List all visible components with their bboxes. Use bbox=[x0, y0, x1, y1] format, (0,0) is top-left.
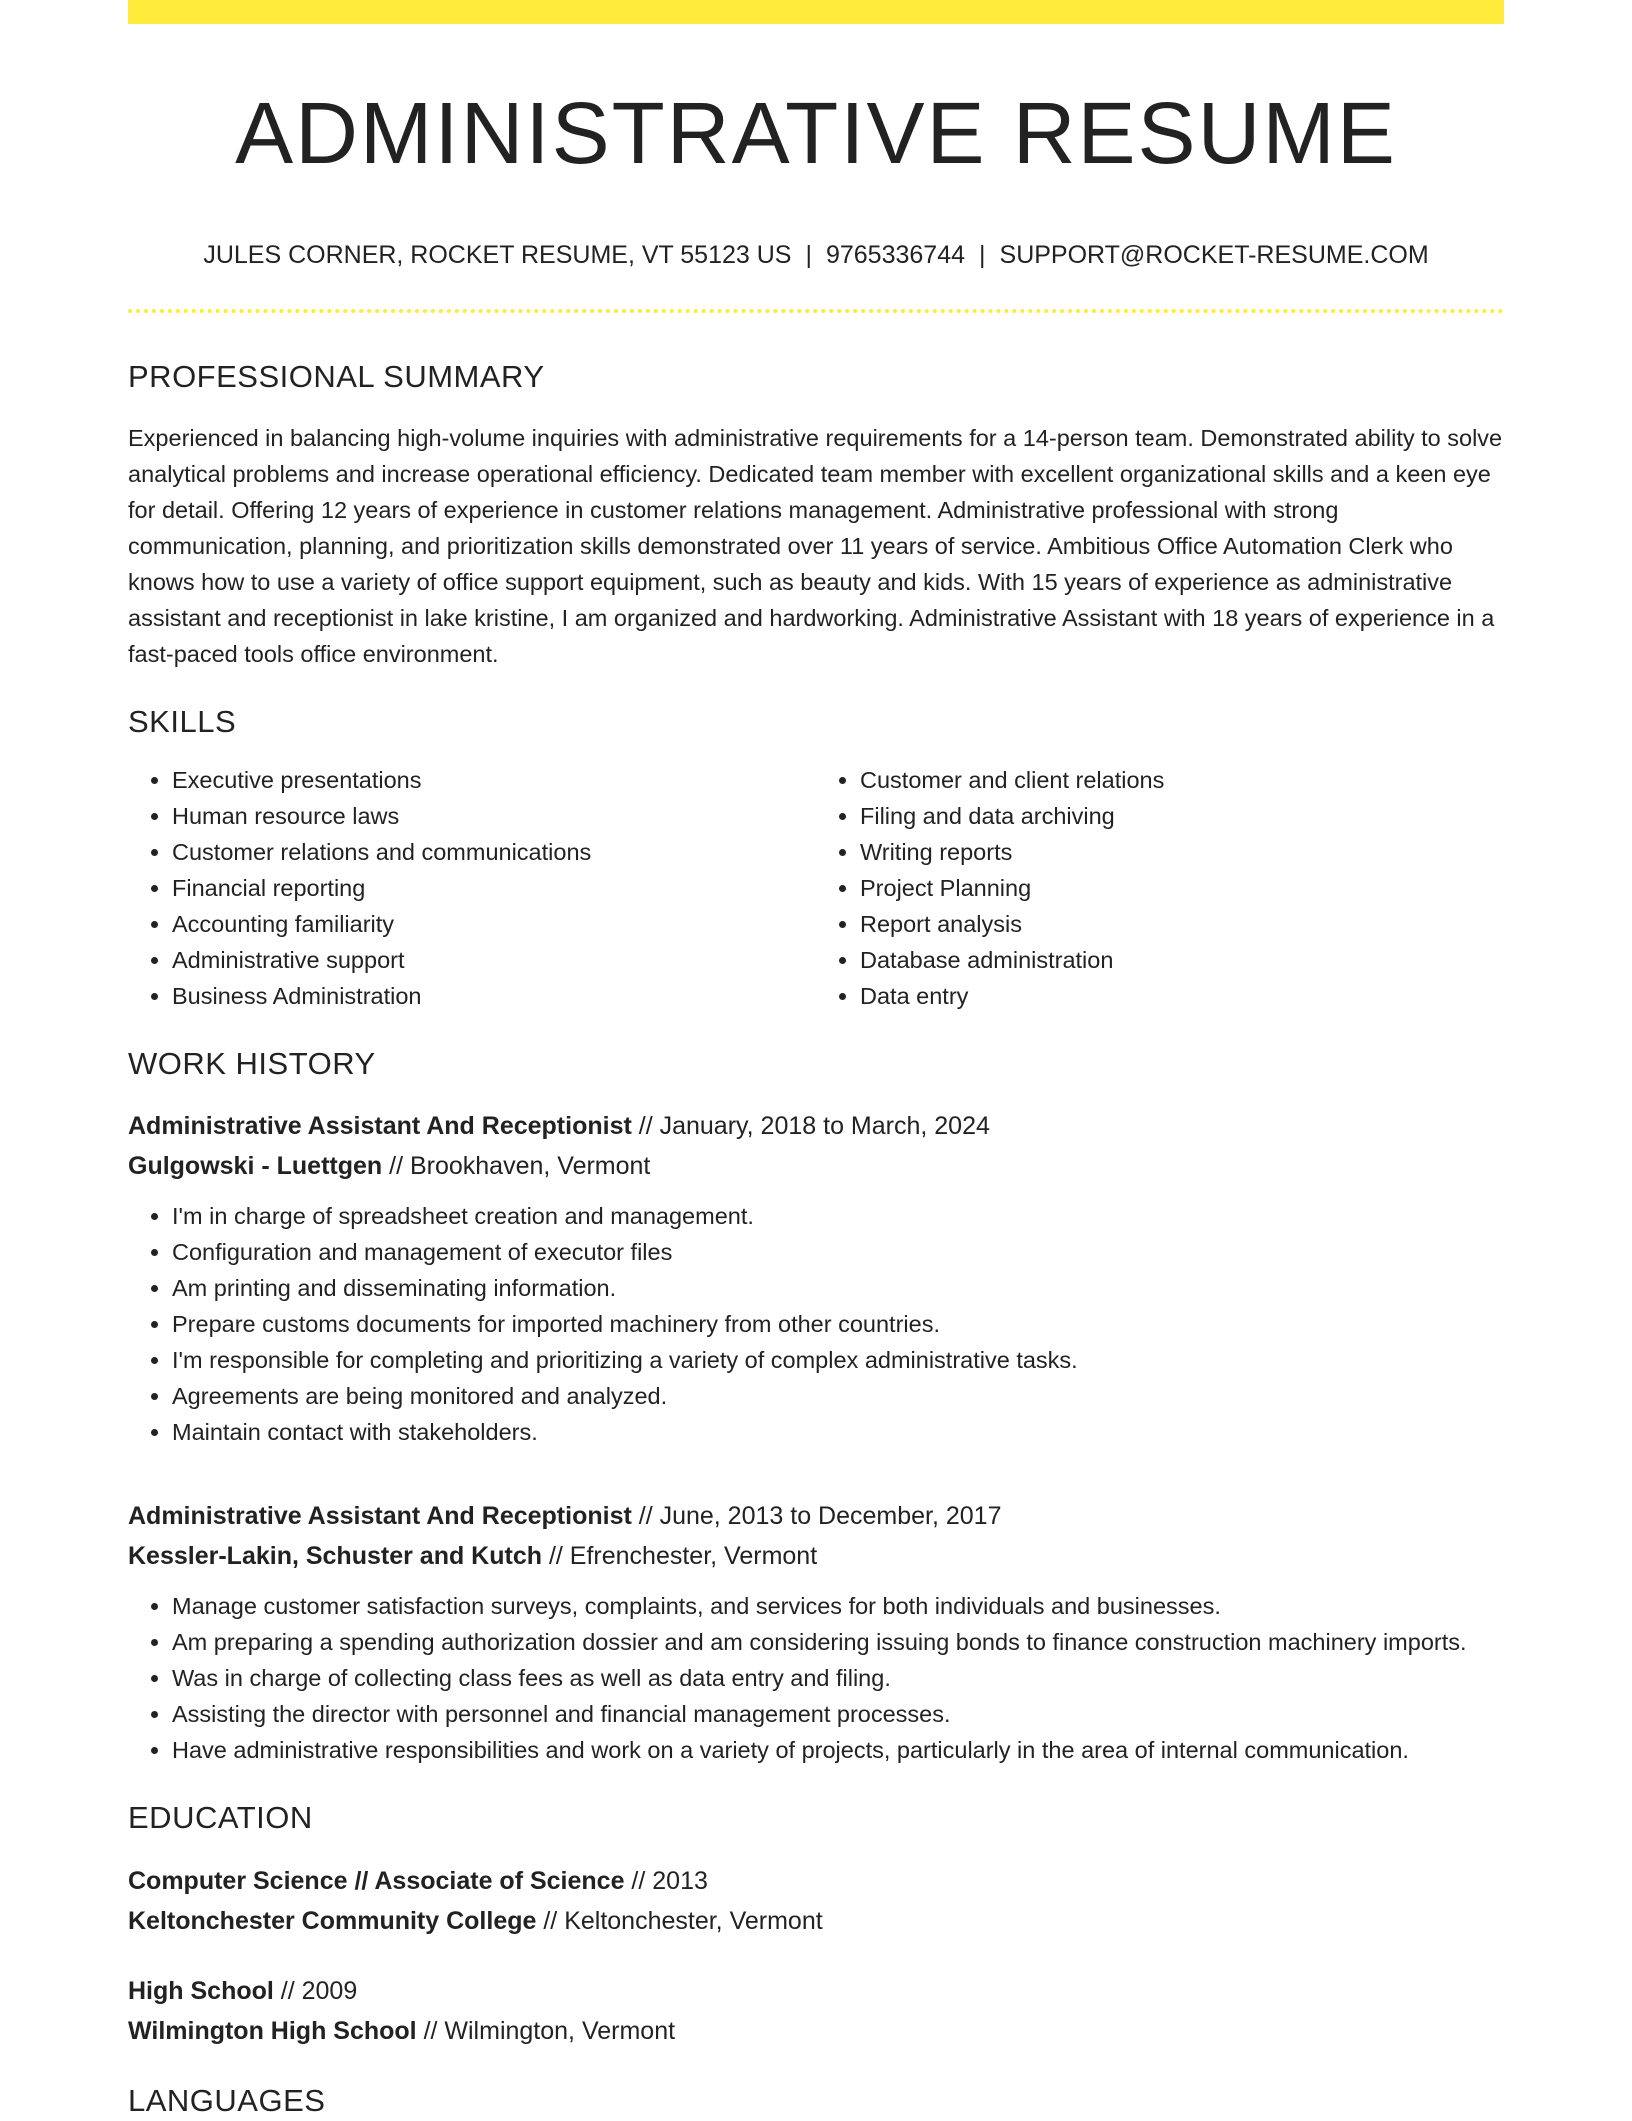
resume-name: ADMINISTRATIVE RESUME bbox=[235, 85, 1397, 182]
skills-list-left bbox=[128, 762, 816, 1014]
skill-item: • Administrative support bbox=[172, 942, 816, 978]
contact-separator: | bbox=[805, 241, 812, 270]
job-bullet: • Am preparing a spending authorization dossier and am considering issuing bonds to finance construction machinery imports. bbox=[172, 1624, 1504, 1660]
job-company-line bbox=[128, 1146, 1504, 1186]
education-school-line bbox=[128, 2011, 1504, 2051]
contact-phone: 9765336744 bbox=[825, 241, 966, 270]
work-history-heading: WORK HISTORY bbox=[128, 1045, 376, 1081]
job-bullet: • Have administrative responsibilities and work on a variety of projects, particularly in the area of internal communication. bbox=[172, 1732, 1504, 1768]
skill-item: • Customer and client relations bbox=[860, 762, 1504, 798]
contact-separator: | bbox=[979, 241, 986, 270]
skill-item: • Writing reports bbox=[860, 834, 1504, 870]
skill-item: • Customer relations and communications bbox=[172, 834, 816, 870]
summary-paragraph: Experienced in balancing high-volume inquiries with administrative requirements for a 14-person team. Demonstrated ability to solve analytical problems and increase operational efficiency. Dedicated team member with excellent organizational skills and a keen eye for detail. Offering 12 years of experience in customer relations management. Administrative professional with strong communication, planning, and prioritization skills demonstrated over 11 years of service. Ambitious Office Automation Clerk who knows how to use a variety of office support equipment, such as beauty and kids. With 15 years of experience as administrative assistant and receptionist in lake kristine, I am organized and hardworking. Administrative Assistant with 18 years of experience in a fast-paced tools office environment. bbox=[128, 424, 1503, 667]
education-year: // 2013 bbox=[624, 1866, 708, 1895]
contact-email: SUPPORT@ROCKET-RESUME.COM bbox=[999, 241, 1429, 270]
job-bullet: • I'm in charge of spreadsheet creation and management. bbox=[172, 1198, 1504, 1234]
skill-item: • Data entry bbox=[860, 978, 1504, 1014]
education-degree-line bbox=[128, 1971, 1504, 2011]
job-title-line bbox=[128, 1496, 1504, 1536]
summary-heading: PROFESSIONAL SUMMARY bbox=[128, 359, 545, 395]
contact-address: JULES CORNER, ROCKET RESUME, VT 55123 US bbox=[203, 241, 792, 270]
accent-top-bar bbox=[128, 0, 1504, 24]
job-bullet: • Manage customer satisfaction surveys, complaints, and services for both individuals and businesses. bbox=[172, 1588, 1504, 1624]
skill-item: • Accounting familiarity bbox=[172, 906, 816, 942]
education-heading: EDUCATION bbox=[128, 1800, 313, 1836]
job-location: // Efrenchester, Vermont bbox=[542, 1542, 818, 1571]
education-degree-line bbox=[128, 1861, 1504, 1901]
job-entry bbox=[128, 1106, 1504, 1450]
job-role: Administrative Assistant And Receptionist bbox=[128, 1112, 632, 1141]
job-location: // Brookhaven, Vermont bbox=[382, 1152, 651, 1181]
resume-content bbox=[128, 0, 1504, 2121]
job-bullet: • Configuration and management of executor files bbox=[172, 1234, 1504, 1270]
dotted-divider bbox=[128, 309, 1504, 313]
job-bullet: • Agreements are being monitored and analyzed. bbox=[172, 1378, 1504, 1414]
job-company: Kessler-Lakin, Schuster and Kutch bbox=[128, 1542, 543, 1571]
skills-columns bbox=[128, 762, 1504, 1014]
education-location: // Keltonchester, Vermont bbox=[536, 1906, 823, 1935]
job-bullets bbox=[128, 1198, 1504, 1450]
job-role: Administrative Assistant And Receptionist bbox=[128, 1502, 632, 1531]
education-entry bbox=[128, 1861, 1504, 1941]
job-company: Gulgowski - Luettgen bbox=[128, 1152, 383, 1181]
skill-item: • Project Planning bbox=[860, 870, 1504, 906]
job-bullet: • Prepare customs documents for imported machinery from other countries. bbox=[172, 1306, 1504, 1342]
education-degree: High School bbox=[128, 1976, 274, 2005]
education-school: Wilmington High School bbox=[128, 2016, 417, 2045]
skill-item: • Filing and data archiving bbox=[860, 798, 1504, 834]
education-school-line bbox=[128, 1901, 1504, 1941]
job-bullet: • I'm responsible for completing and prioritizing a variety of complex administrative tasks. bbox=[172, 1342, 1504, 1378]
contact-line bbox=[128, 238, 1504, 273]
job-bullet: • Assisting the director with personnel and financial management processes. bbox=[172, 1696, 1504, 1732]
education-degree: Computer Science // Associate of Science bbox=[128, 1866, 625, 1895]
job-bullet: • Maintain contact with stakeholders. bbox=[172, 1414, 1504, 1450]
education-school: Keltonchester Community College bbox=[128, 1906, 537, 1935]
skills-heading: SKILLS bbox=[128, 703, 237, 739]
job-title-line bbox=[128, 1106, 1504, 1146]
job-dates: // January, 2018 to March, 2024 bbox=[631, 1112, 990, 1141]
job-entry bbox=[128, 1496, 1504, 1768]
education-year: // 2009 bbox=[273, 1976, 358, 2005]
skill-item: • Business Administration bbox=[172, 978, 816, 1014]
languages-heading: LANGUAGES bbox=[128, 2082, 326, 2118]
skill-item: • Report analysis bbox=[860, 906, 1504, 942]
job-bullet: • Was in charge of collecting class fees as well as data entry and filing. bbox=[172, 1660, 1504, 1696]
job-bullet: • Am printing and disseminating information. bbox=[172, 1270, 1504, 1306]
education-location: // Wilmington, Vermont bbox=[416, 2016, 676, 2045]
skill-item: • Executive presentations bbox=[172, 762, 816, 798]
skills-list-right bbox=[816, 762, 1504, 1014]
job-company-line bbox=[128, 1536, 1504, 1576]
skill-item: • Financial reporting bbox=[172, 870, 816, 906]
job-dates: // June, 2013 to December, 2017 bbox=[631, 1502, 1002, 1531]
job-bullets bbox=[128, 1588, 1504, 1768]
skill-item: • Human resource laws bbox=[172, 798, 816, 834]
skill-item: • Database administration bbox=[860, 942, 1504, 978]
education-entry bbox=[128, 1971, 1504, 2051]
